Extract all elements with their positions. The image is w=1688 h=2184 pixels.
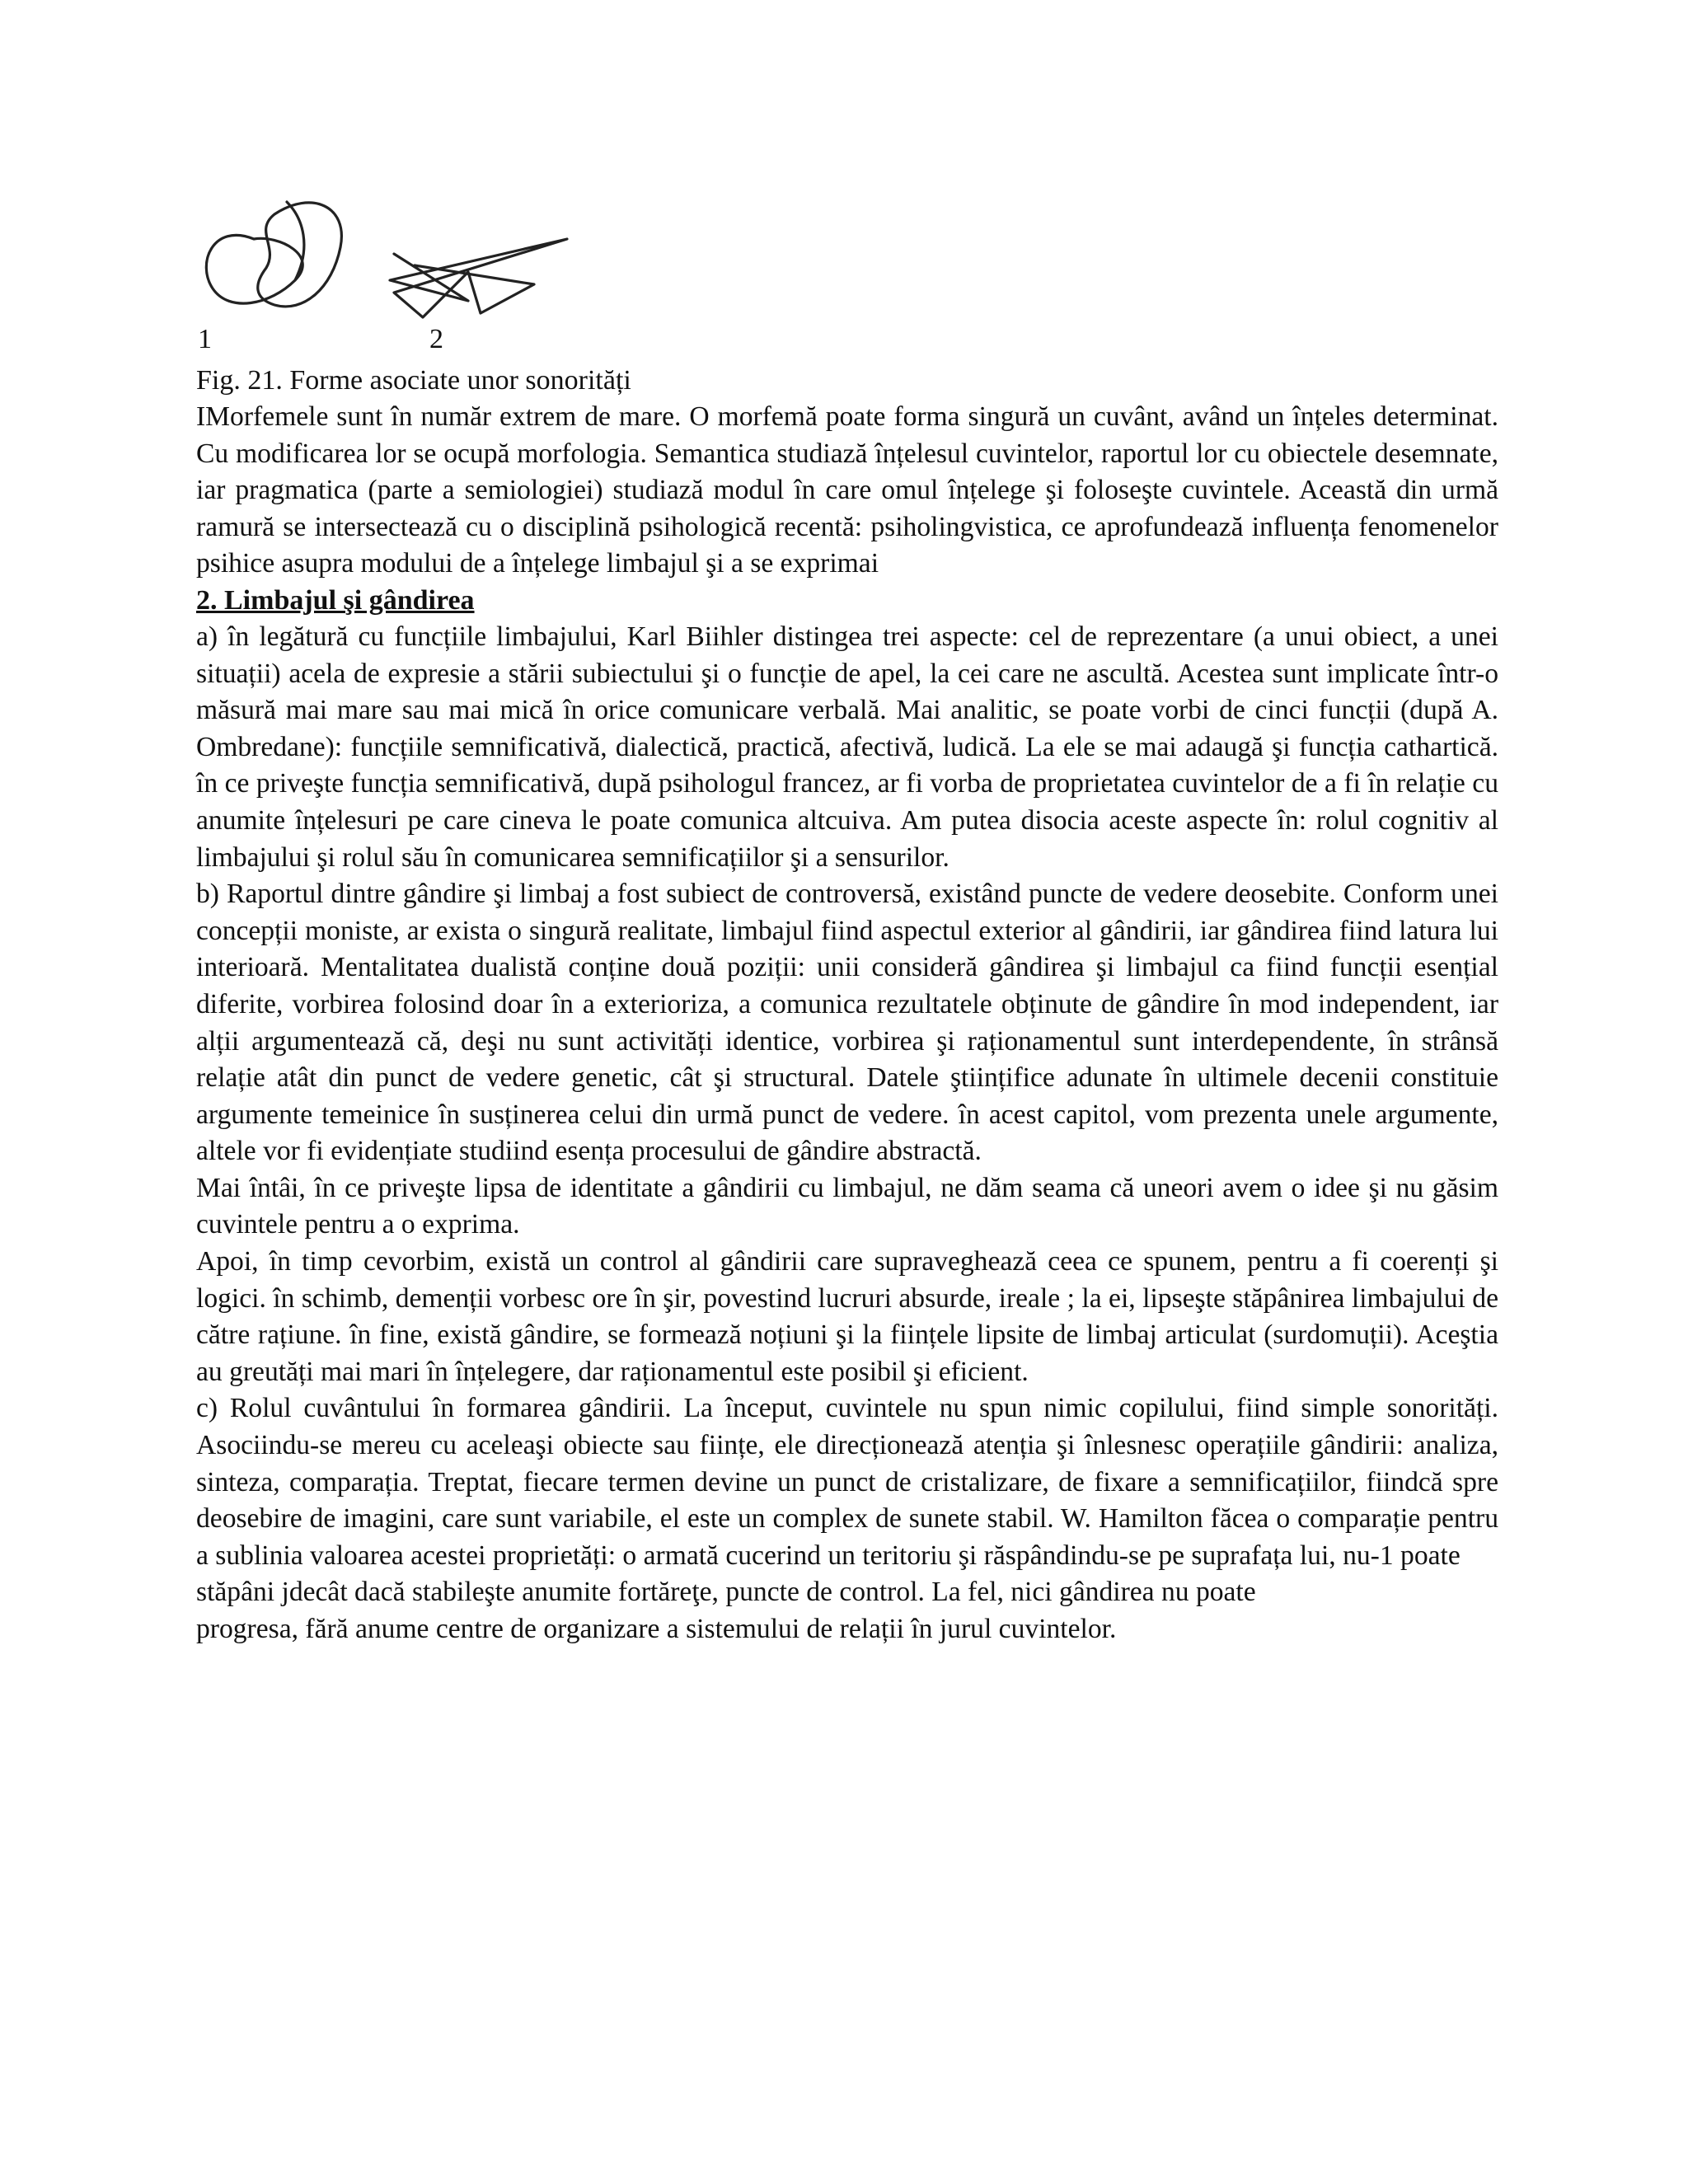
- angular-shape-2: [390, 239, 567, 317]
- figure-21: [196, 190, 625, 363]
- paragraph-apoi: Apoi, în timp cevorbim, există un control al gândirii care supraveghează ceea ce spunem, pentru a fi coerenți şi logici. în schimb, demenții vorbesc ore în şir, povestind lucruri absurde, ireale ; la ei, lipseşte stăpânirea limbajului de către rațiune. în fine, există gândire, se formează noțiuni şi la ființele lipsite de limbaj articulat (surdomuții). Aceştia au greutăți mai mari în înțelegere, dar raționamentul este posibil şi eficient.: [196, 1246, 1498, 1387]
- paragraph-rolul-cuvantului-line-b: progresa, fără anume centre de organizare a sistemului de relații în jurul cuvintelor.: [196, 1614, 1117, 1644]
- section-heading: 2. Limbajul şi gândirea: [196, 584, 475, 616]
- paragraph-mai-intai: Mai întâi, în ce priveşte lipsa de identitate a gândirii cu limbajul, ne dăm seama că uneori avem o idee şi nu găsim cuvintele pentru a o exprima.: [196, 1172, 1498, 1240]
- figure-label-1: 1: [198, 324, 212, 354]
- figure-shapes: [196, 190, 625, 330]
- paragraph-raportul-gandire-limbaj: b) Raportul dintre gândire şi limbaj a fost subiect de controversă, existând puncte de vedere deosebite. Conform unei concepții moniste, ar exista o singură realitate, limbajul fiind aspectul exterior al gândirii, iar gândirea fiind latura lui interioară. Mentalitatea dualistă conține două poziții: unii consideră gândirea şi limbajul ca fiind funcții esențial diferite, vorbirea folosind doar în a exterioriza, a comunica rezultatele obținute de gândire în mod independent, iar alții argumentează că, deşi nu sunt activități identice, vorbirea şi raționamentul sunt interdependente, în strânsă relație atât din punct de vedere genetic, cât şi structural. Datele ştiințifice adunate în ultimele decenii constituie argumente temeinice în susținerea celui din urmă punct de vedere. în acest capitol, vom prezenta unele argumente, altele vor fi evidențiate studiind esența procesului de gândire abstractă.: [196, 879, 1498, 1167]
- figure-caption: Fig. 21. Forme asociate unor sonorități: [196, 365, 631, 396]
- paragraph-rolul-cuvantului-line-a: stăpâni jdecât dacă stabileşte anumite fortăreţe, puncte de control. La fel, nici gândirea nu poate: [196, 1577, 1256, 1608]
- paragraph-morfemele: IMorfemele sunt în număr extrem de mare. O morfemă poate forma singură un cuvânt, având un înțeles determinat. Cu modificarea lor se ocupă morfologia. Semantica studiază înțelesul cuvintelor, raportul lor cu obiectele desemnate, iar pragmatica (parte a semiologiei) studiază modul în care omul înțelege şi foloseşte cuvintele. Această din urmă ramură se intersectează cu o disciplină psihologică recentă: psiholingvistica, ce aprofundează influența fenomenelor psihice asupra modului de a înțelege limbajul şi a se exprimai: [196, 401, 1498, 579]
- document-page: [196, 190, 1498, 1648]
- rounded-shape-1: [206, 235, 302, 303]
- paragraph-functiile-limbajului: a) în legătură cu funcțiile limbajului, Karl Biihler distingea trei aspecte: cel de reprezentare (a unui obiect, a unei situații) acela de expresie a stării subiectului şi o funcție de apel, la cei care ne ascultă. Acestea sunt implicate într-o măsură mai mare sau mai mică în orice comunicare verbală. Mai analitic, se poate vorbi de cinci funcții (după A. Ombredane): funcțiile semnificativă, dialectică, practică, afectivă, ludică. La ele se mai adaugă şi funcția cathartică. în ce priveşte funcția semnificativă, după psihologul francez, ar fi vorba de proprietatea cuvintelor de a fi în relație cu anumite înțelesuri pe care cineva le poate comunica altcuiva. Am putea disocia aceste aspecte în: rolul cognitiv al limbajului şi rolul său în comunicarea semnificațiilor şi a sensurilor.: [196, 621, 1498, 873]
- figure-label-2: 2: [429, 324, 443, 354]
- paragraph-rolul-cuvantului: c) Rolul cuvântului în formarea gândirii. La început, cuvintele nu spun nimic copilului, fiind simple sonorități. Asociindu-se mereu cu aceleaşi obiecte sau ființe, ele direcționează atenția şi înlesnesc operațiile gândirii: analiza, sinteza, comparația. Treptat, fiecare termen devine un punct de cristalizare, de fixare a semnificațiilor, fiindcă spre deosebire de imagini, care sunt variabile, el este un complex de sunete stabil. W. Hamilton făcea o comparație pentru a sublinia valoarea acestei proprietăți: o armată cucerind un teritoriu şi răspândindu-se pe suprafața lui, nu-1 poate: [196, 1393, 1498, 1571]
